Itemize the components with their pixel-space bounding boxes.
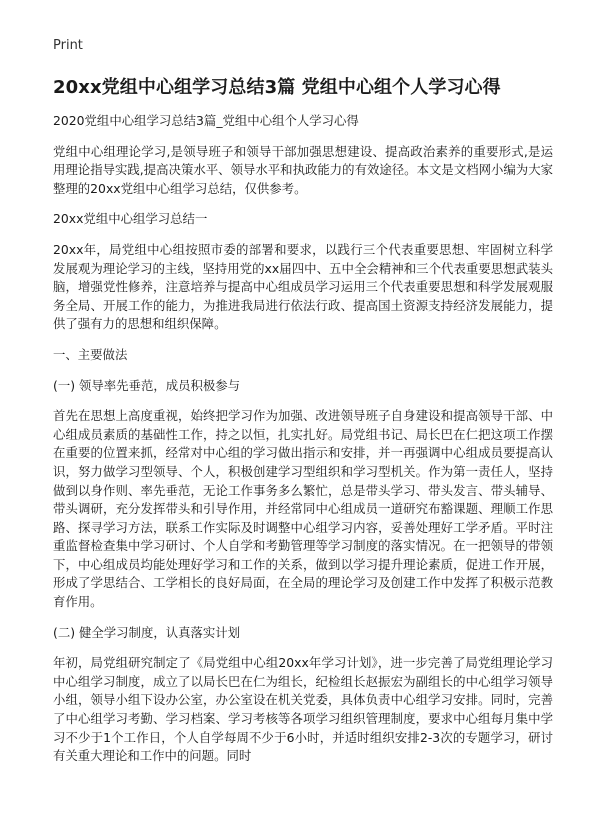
section-title: 20xx党组中心组学习总结一 <box>53 211 208 227</box>
heading-main-practices: 一、主要做法 <box>53 346 128 362</box>
document-subtitle: 2020党组中心组学习总结3篇_党组中心组个人学习心得 <box>53 113 359 128</box>
intro-paragraph: 党组中心组理论学习,是领导班子和领导干部加强思想建设、提高政治素养的重要形式,是运用理论指导实践,提高决策水平、领导水平和执政能力的有效途径。本文是文档网小编为大家整理的20xx党组中心组学习总结，仅供参考。 <box>53 143 553 196</box>
page-title: 20xx党组中心组学习总结3篇 党组中心组个人学习心得 <box>53 77 501 98</box>
heading-study-system: (二) 健全学习制度，认真落实计划 <box>53 624 241 640</box>
paragraph-2: 首先在思想上高度重视，始终把学习作为加强、改进领导班子自身建设和提高领导干部、中心组成员素质的基础性工作，持之以恒，扎实扎好。局党组书记、局长巴在仁把这项工作摆在重要的位置来抓，经常对中心组的学习做出指示和安排，并一再强调中心组成员要提高认识，努力做学习型领导、个人，积极创建学习型组织和学习型机关。作为第一责任人，坚持做到以身作则、率先垂范，无论工作事务多么繁忙，总是带头学习、带头发言、带头辅导、带头调研，充分发挥带头和引导作用，并经常同中心组成员一道研究布豁课题、理顺工作思路、探寻学习方法，联系工作实际及时调整中心组学习内容，妥善处理好工学矛盾。平时注重监督检查集中学习研讨、个人自学和考勤管理等学习制度的落实情况。在一把领导的带领下，中心组成员均能处理好学习和工作的关系，做到以学习提升理论素质，促进工作开展，形成了学思结合、工学相长的良好局面，在全局的理论学习及创建工作中发挥了积极示范教育作用。 <box>53 408 553 610</box>
paragraph-3: 年初，局党组研究制定了《局党组中心组20xx年学习计划》，进一步完善了局党组理论学习中心组学习制度，成立了以局长巴在仁为组长，纪检组长赵振宏为副组长的中心组学习领导小组，领导小组下设办公室，办公室设在机关党委，具体负责中心组学习安排。同时，完善了中心组学习考勤、学习档案、学习考核等各项学习组织管理制度，要求中心组每月集中学习不少于1个工作日，个人自学每周不少于6小时，并适时组织安排2-3次的专题学习，研讨有关重大理论和工作中的问题。同时 <box>53 655 553 764</box>
document-page <box>53 38 553 778</box>
heading-leadership: (一) 领导率先垂范，成员积极参与 <box>53 377 241 393</box>
print-link[interactable]: Print <box>53 38 83 53</box>
paragraph-1: 20xx年，局党组中心组按照市委的部署和要求，以践行三个代表重要思想、牢固树立科学发展观为理论学习的主线，坚持用党的xx届四中、五中全会精神和三个代表重要思想武装头脑，增强党性修养，注意培养与提高中心组成员学习运用三个代表重要思想和科学发展观服务全局、开展工作的能力，为推进我局进行依法行政、提高国土资源支持经济发展能力，提供了强有力的思想和组织保障。 <box>53 241 553 332</box>
